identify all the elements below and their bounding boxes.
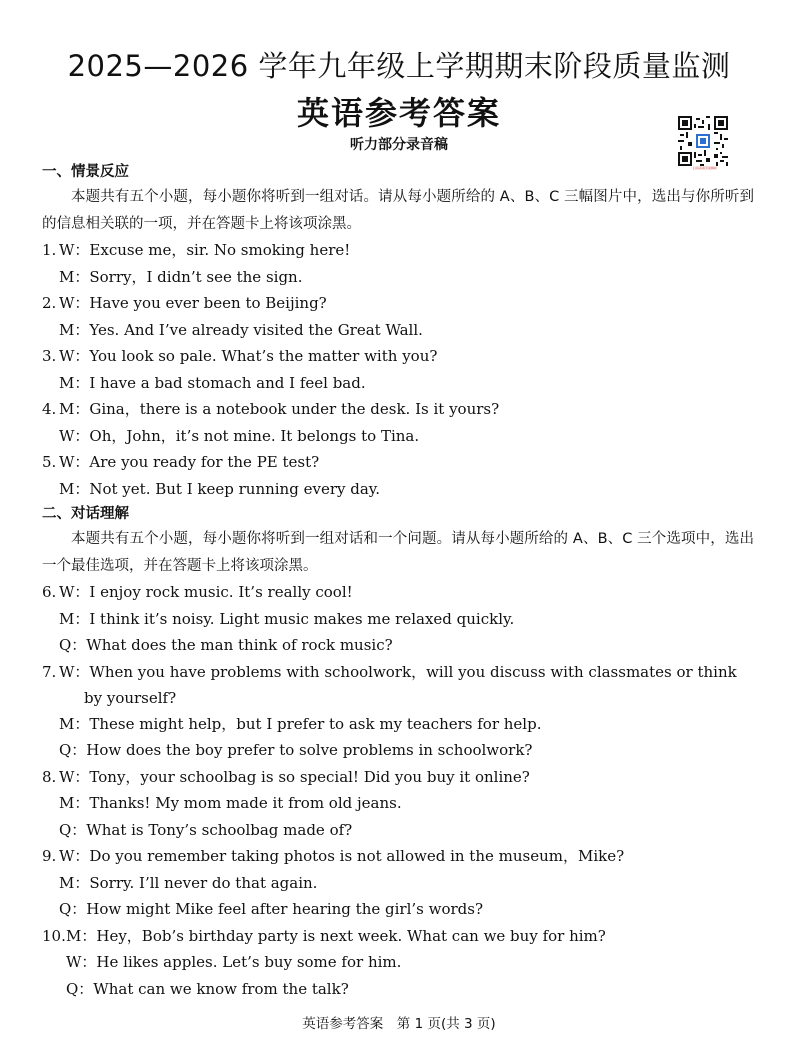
item-number: 10. (42, 926, 66, 945)
dialogue-line (42, 449, 754, 476)
dialogue-line: M：These might help，but I prefer to ask my teachers for help. (59, 714, 542, 733)
section-instruction: 本题共有五个小题，每小题你将听到一组对话和一个问题。请从每小题所给的 A、B、C 三个选项中，选出一个最佳选项，并在答题卡上将该项涂黑。 (42, 531, 754, 574)
question-line: Q：How does the boy prefer to solve problems in schoolwork? (59, 741, 533, 759)
item-number: 6. (42, 583, 57, 601)
item-number: 1. (42, 241, 57, 259)
question-line: Q：How might Mike feel after hearing the girl’s words? (59, 900, 483, 918)
item-number: 5. (42, 453, 57, 471)
line-text: W：Tony，your schoolbag is so special! Did you buy it online? (59, 767, 530, 786)
section-instruction: 本题共有五个小题，每小题你将听到一组对话。请从每小题所给的 A、B、C 三幅图片中，选出与你所听到的信息相关联的一项，并在答题卡上将该项涂黑。 (42, 189, 754, 232)
qr-caption: 扫码查看答案解析 (692, 166, 717, 170)
dialogue-line: M：Thanks! My mom made it from old jeans. (59, 794, 402, 812)
dialogue-line (42, 843, 754, 870)
section-heading: 二、对话理解 (42, 506, 129, 522)
document-title: 2025—2026 学年九年级上学期期末阶段质量监测 (67, 49, 731, 83)
line-text: W：Have you ever been to Beijing? (59, 294, 327, 312)
item-number: 7. (42, 662, 57, 681)
dialogue-line (42, 237, 754, 264)
question-line: Q：What does the man think of rock music? (59, 636, 393, 654)
page-footer: 英语参考答案 第 1 页(共 3 页) (302, 1016, 496, 1032)
dialogue-line (42, 396, 754, 423)
dialogue-line: M：I think it’s noisy. Light music makes me relaxed quickly. (59, 609, 515, 628)
line-text: W：When you have problems with schoolwork，will you discuss with classmates or think by yourself? (59, 662, 737, 707)
question-line: Q：What is Tony’s schoolbag made of? (59, 820, 353, 839)
line-text: W：Excuse me，sir. No smoking here! (59, 241, 351, 259)
dialogue-line: M：Not yet. But I keep running every day. (59, 479, 381, 498)
line-text: M：Gina，there is a notebook under the desk. Is it yours? (59, 400, 500, 418)
item-number: 3. (42, 347, 57, 365)
dialogue-line (42, 764, 754, 791)
dialogue-line: M：Yes. And I’ve already visited the Great Wall. (59, 320, 423, 339)
dialogue-line (42, 579, 754, 606)
document-subtitle: 英语参考答案 (296, 94, 501, 132)
section-heading: 一、情景反应 (42, 164, 129, 180)
dialogue-line: W：Oh，John，it’s not mine. It belongs to Tina. (59, 426, 420, 445)
dialogue-line: M：I have a bad stomach and I feel bad. (59, 373, 366, 392)
dialogue-line: M：Sorry，I didn’t see the sign. (59, 267, 303, 286)
item-number: 2. (42, 294, 57, 312)
item-number: 8. (42, 767, 57, 786)
line-text: W：Are you ready for the PE test? (59, 453, 320, 471)
dialogue-line (42, 923, 754, 950)
dialogue-line (42, 343, 754, 370)
line-text: W：I enjoy rock music. It’s really cool! (59, 583, 353, 601)
item-number: 4. (42, 400, 57, 418)
qr-code-icon (678, 116, 728, 166)
line-text: M：Hey，Bob’s birthday party is next week. What can we buy for him? (66, 926, 606, 945)
dialogue-line: W：He likes apples. Let’s buy some for him. (66, 953, 402, 971)
transcript-content (42, 160, 754, 1002)
section-subheading: 听力部分录音稿 (350, 137, 448, 153)
line-text: W：Do you remember taking photos is not allowed in the museum，Mike? (59, 847, 625, 865)
item-number: 9. (42, 847, 57, 865)
dialogue-line (42, 659, 754, 711)
question-line: Q：What can we know from the talk? (66, 979, 349, 998)
line-text: W：You look so pale. What’s the matter with you? (59, 347, 438, 365)
dialogue-line: M：Sorry. I’ll never do that again. (59, 873, 318, 892)
dialogue-line (42, 290, 754, 317)
